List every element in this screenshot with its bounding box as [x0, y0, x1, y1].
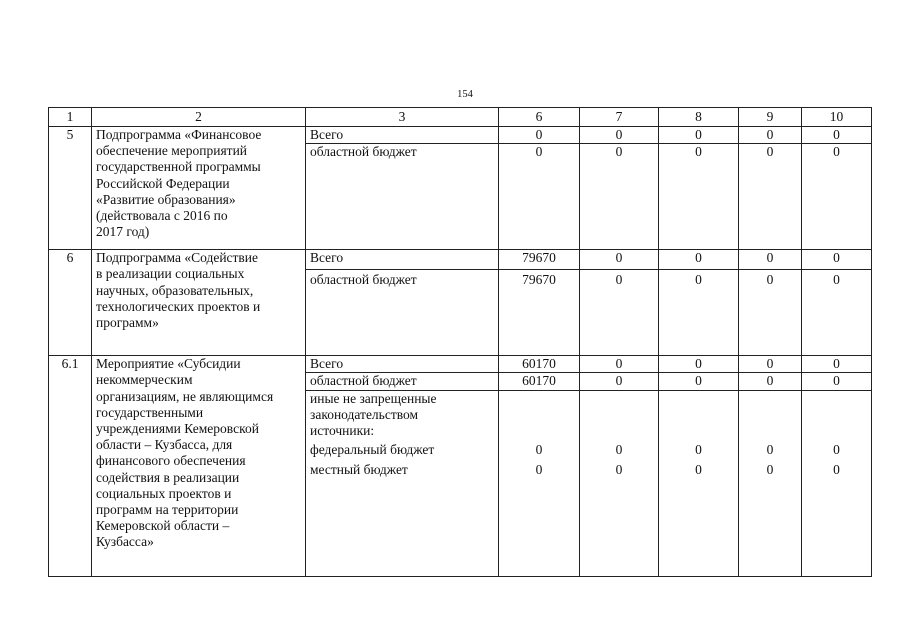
header-cell: 9 — [739, 108, 802, 127]
header-cell: 1 — [49, 108, 92, 127]
value-cell: 60170 — [499, 373, 580, 390]
value-line: 0 — [695, 442, 702, 458]
value-cell: 0 — [659, 127, 739, 144]
item-number: 6.1 — [49, 356, 92, 576]
item-name: Подпрограмма «Содействие в реализации социальных научных, образовательных, технологических проектов и программ» — [92, 250, 306, 356]
value-line: 0 — [695, 462, 702, 478]
value-cell: 0 — [739, 270, 802, 356]
value-cell — [499, 390, 580, 576]
value-cell: 0 — [739, 250, 802, 270]
item-number: 5 — [49, 127, 92, 250]
header-cell: 6 — [499, 108, 580, 127]
value-line: 0 — [833, 462, 840, 478]
value-cell: 0 — [739, 144, 802, 250]
value-cell — [580, 390, 659, 576]
value-cell — [739, 390, 802, 576]
budget-table — [48, 107, 872, 577]
value-cell: 0 — [580, 250, 659, 270]
value-cell: 0 — [580, 144, 659, 250]
item-name: Подпрограмма «Финансовое обеспечение мероприятий государственной программы Российской Федерации «Развитие образования» (действовала с 2016 по 2017 год) — [92, 127, 306, 250]
value-cell: 79670 — [499, 250, 580, 270]
value-cell: 0 — [580, 127, 659, 144]
value-line: 0 — [766, 442, 774, 458]
value-cell: 0 — [580, 270, 659, 356]
value-line: 0 — [615, 442, 623, 458]
value-cell: 60170 — [499, 356, 580, 373]
value-cell: 0 — [802, 356, 872, 373]
funding-source-label: областной бюджет — [306, 144, 499, 250]
value-line: 0 — [766, 462, 774, 478]
header-cell: 3 — [306, 108, 499, 127]
value-cell: 0 — [802, 373, 872, 390]
funding-source-label: областной бюджет — [306, 270, 499, 356]
value-cell: 0 — [739, 127, 802, 144]
value-cell: 0 — [499, 127, 580, 144]
header-cell: 10 — [802, 108, 872, 127]
value-cell: 0 — [802, 270, 872, 356]
other-sources-label: иные не запрещенные законодательством источники: — [310, 390, 437, 439]
value-line: 0 — [535, 442, 543, 458]
header-row — [49, 108, 872, 127]
value-cell: 0 — [802, 250, 872, 270]
value-line: 0 — [833, 442, 840, 458]
value-cell: 0 — [499, 144, 580, 250]
funding-source-label: федеральный бюджет — [310, 442, 435, 458]
value-line: 0 — [535, 462, 543, 478]
value-line: 0 — [615, 462, 623, 478]
funding-source-label: Всего — [306, 250, 499, 270]
table-row — [49, 250, 872, 270]
header-cell: 2 — [92, 108, 306, 127]
funding-source-label: Всего — [306, 127, 499, 144]
value-cell — [802, 390, 872, 576]
funding-source-label: областной бюджет — [306, 373, 499, 390]
value-cell — [659, 390, 739, 576]
page-number: 154 — [457, 89, 473, 100]
item-number: 6 — [49, 250, 92, 356]
value-cell: 0 — [802, 144, 872, 250]
value-cell: 79670 — [499, 270, 580, 356]
value-cell: 0 — [659, 270, 739, 356]
value-cell: 0 — [659, 250, 739, 270]
value-cell: 0 — [580, 373, 659, 390]
other-sources-cell — [306, 390, 499, 576]
header-cell: 8 — [659, 108, 739, 127]
value-cell: 0 — [659, 144, 739, 250]
value-cell: 0 — [802, 127, 872, 144]
value-cell: 0 — [580, 356, 659, 373]
value-cell: 0 — [659, 356, 739, 373]
header-cell: 7 — [580, 108, 659, 127]
value-cell: 0 — [739, 373, 802, 390]
table-row — [49, 356, 872, 373]
item-name: Мероприятие «Субсидии некоммерческим организациям, не являющимся государственными учреждениями Кемеровской области – Кузбасса, для финансового обеспечения содействия в реализации социальных проектов и программ на территории Кемеровской области – Кузбасса» — [92, 356, 306, 576]
value-cell: 0 — [659, 373, 739, 390]
value-cell: 0 — [739, 356, 802, 373]
funding-source-label: Всего — [306, 356, 499, 373]
funding-source-label: местный бюджет — [310, 462, 408, 478]
table-row — [49, 127, 872, 144]
